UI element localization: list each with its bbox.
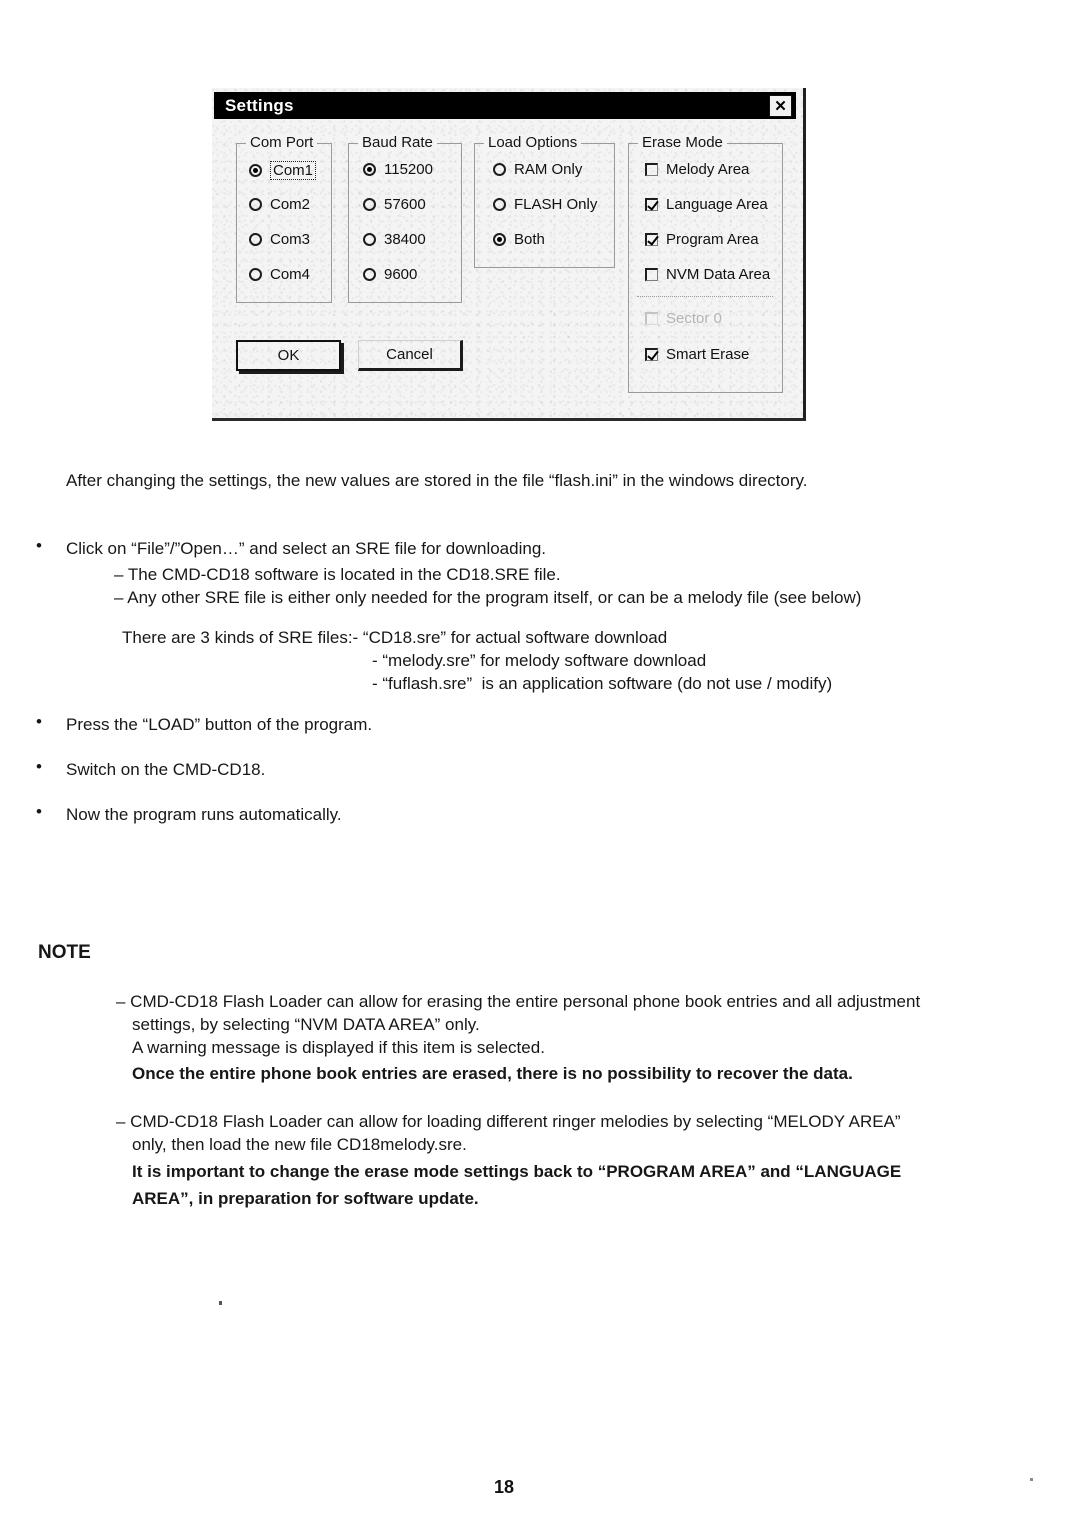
checkbox-icon (645, 233, 658, 246)
radio-com1-label: Com1 (270, 161, 316, 180)
bullet-item-2: Press the “LOAD” button of the program. (66, 715, 373, 734)
radio-com4-label: Com4 (270, 266, 311, 283)
radio-115200-label: 115200 (384, 161, 433, 178)
checkbox-icon (645, 312, 658, 325)
note-item-1-line-1: – CMD-CD18 Flash Loader can allow for erasing the entire personal phone book entries and all adjustment (116, 992, 921, 1011)
sre-kinds-line-2: - “melody.sre” for melody software download (372, 651, 707, 670)
radio-icon (363, 268, 376, 281)
checkbox-icon (645, 268, 658, 281)
scan-artifact (1030, 1478, 1033, 1481)
radio-com1[interactable] (249, 161, 316, 180)
note-heading: NOTE (38, 942, 91, 963)
bullet-item-3: Switch on the CMD-CD18. (66, 760, 266, 779)
note-item-1-line-2: settings, by selecting “NVM DATA AREA” only. (132, 1015, 480, 1034)
bullet-marker: • (36, 802, 42, 821)
note-item-2-line-1: – CMD-CD18 Flash Loader can allow for loading different ringer melodies by selecting “MELODY AREA” (116, 1112, 901, 1131)
bullet-item-1: Click on “File”/”Open…” and select an SRE file for downloading. (66, 539, 546, 558)
radio-icon (249, 198, 262, 211)
ok-button[interactable] (236, 340, 341, 371)
note-item-2-line-2: only, then load the new file CD18melody.sre. (132, 1135, 467, 1154)
radio-57600-label: 57600 (384, 196, 426, 213)
sre-kinds-line-3: - “fuflash.sre” is an application software (do not use / modify) (372, 674, 833, 693)
radio-icon (493, 198, 506, 211)
checkbox-smart-erase[interactable] (645, 346, 749, 363)
group-load-options-label: Load Options (484, 134, 581, 151)
checkbox-icon (645, 163, 658, 176)
radio-both[interactable] (493, 231, 545, 248)
note-item-2-bold-line-2: AREA”, in preparation for software update. (132, 1189, 479, 1208)
checkbox-language-area-label: Language Area (666, 196, 768, 213)
dialog-title: Settings (225, 95, 294, 115)
group-baud-rate (348, 134, 462, 303)
cancel-button[interactable] (358, 340, 463, 371)
radio-38400[interactable] (363, 231, 426, 248)
note-item-1-line-3: A warning message is displayed if this item is selected. (132, 1038, 545, 1057)
group-load-options (474, 134, 615, 268)
note-item-2-bold-line-1: It is important to change the erase mode settings back to “PROGRAM AREA” and “LANGUAGE (132, 1162, 902, 1181)
radio-ram-only-label: RAM Only (514, 161, 583, 178)
radio-icon (493, 163, 506, 176)
page-number: 18 (494, 1477, 515, 1497)
checkbox-icon (645, 348, 658, 361)
sub-item-2: – Any other SRE file is either only needed for the program itself, or can be a melody file (see below) (114, 588, 862, 607)
radio-9600[interactable] (363, 266, 417, 283)
radio-com4[interactable] (249, 266, 310, 283)
radio-icon (363, 163, 376, 176)
radio-com2[interactable] (249, 196, 310, 213)
radio-both-label: Both (514, 231, 545, 248)
checkbox-program-area[interactable] (645, 231, 759, 248)
close-icon[interactable]: ✕ (769, 95, 792, 117)
sub-item-1: – The CMD-CD18 software is located in the CD18.SRE file. (114, 565, 561, 584)
radio-com2-label: Com2 (270, 196, 311, 213)
radio-com3[interactable] (249, 231, 310, 248)
bullet-marker: • (36, 536, 42, 555)
radio-icon (249, 164, 262, 177)
dialog-surface (212, 88, 806, 421)
sre-kinds-line-1: There are 3 kinds of SRE files:- “CD18.sre” for actual software download (122, 628, 668, 647)
radio-9600-label: 9600 (384, 266, 418, 283)
cancel-button-label: Cancel (386, 346, 433, 363)
radio-115200[interactable] (363, 161, 433, 178)
checkbox-sector-0 (645, 310, 722, 327)
radio-flash-only[interactable] (493, 196, 597, 213)
group-com-port-label: Com Port (246, 134, 317, 151)
checkbox-nvm-data-area[interactable] (645, 266, 770, 283)
bullet-marker: • (36, 712, 42, 731)
ok-button-label: OK (277, 347, 300, 364)
checkbox-program-area-label: Program Area (666, 231, 759, 248)
settings-dialog[interactable] (212, 88, 806, 421)
scan-artifact (219, 1301, 222, 1305)
radio-icon (249, 233, 262, 246)
radio-icon (363, 198, 376, 211)
checkbox-melody-area-label: Melody Area (666, 161, 750, 178)
group-erase-mode (628, 134, 783, 393)
bullet-item-4: Now the program runs automatically. (66, 805, 342, 824)
erase-mode-separator (637, 296, 773, 297)
intro-paragraph: After changing the settings, the new values are stored in the file “flash.ini” in the windows directory. (66, 471, 808, 490)
dialog-titlebar[interactable] (214, 92, 796, 119)
note-item-1-bold: Once the entire phone book entries are erased, there is no possibility to recover the data. (132, 1064, 853, 1083)
checkbox-nvm-data-area-label: NVM Data Area (666, 266, 771, 283)
radio-flash-only-label: FLASH Only (514, 196, 598, 213)
radio-com3-label: Com3 (270, 231, 311, 248)
group-com-port (236, 134, 332, 303)
radio-ram-only[interactable] (493, 161, 582, 178)
bullet-marker: • (36, 757, 42, 776)
radio-38400-label: 38400 (384, 231, 426, 248)
radio-icon (249, 268, 262, 281)
radio-icon (493, 233, 506, 246)
checkbox-melody-area[interactable] (645, 161, 749, 178)
radio-icon (363, 233, 376, 246)
checkbox-icon (645, 198, 658, 211)
checkbox-language-area[interactable] (645, 196, 768, 213)
checkbox-smart-erase-label: Smart Erase (666, 346, 750, 363)
group-baud-rate-label: Baud Rate (358, 134, 437, 151)
group-erase-mode-label: Erase Mode (638, 134, 727, 151)
radio-57600[interactable] (363, 196, 426, 213)
checkbox-sector-0-label: Sector 0 (666, 310, 722, 327)
